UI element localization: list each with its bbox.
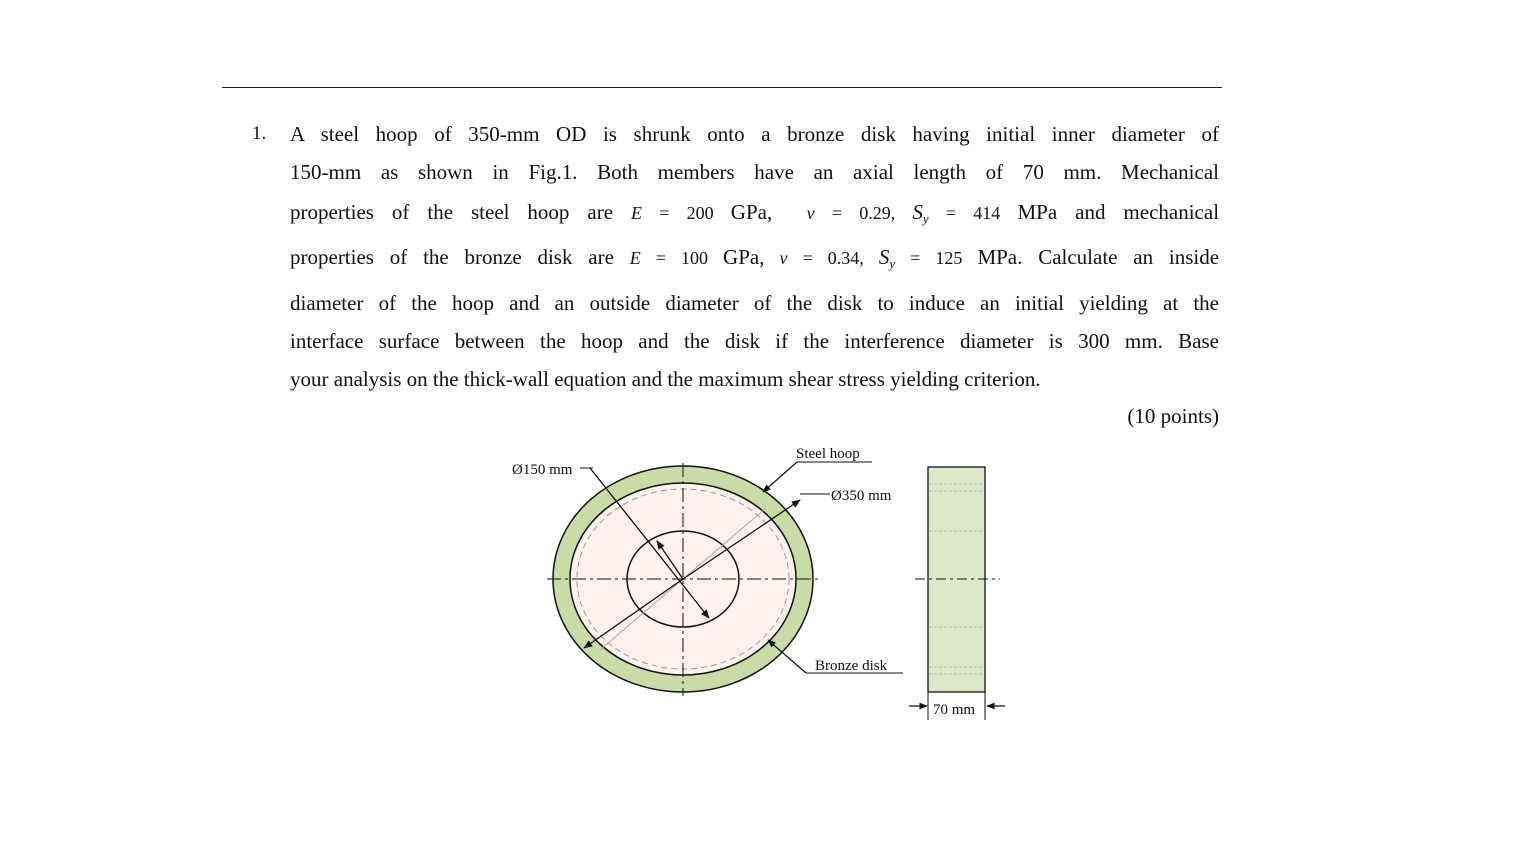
steel-hoop-label: Steel hoop	[796, 446, 860, 462]
bronze-sy-unit: MPa.	[977, 245, 1023, 269]
bronze-nu-value: = 0.34,	[787, 248, 864, 268]
bronze-e-symbol: E	[629, 248, 641, 268]
bronze-sy-value: = 125	[895, 248, 978, 268]
steel-sy-symbol: S	[912, 200, 923, 224]
outer-diameter-label: Ø350 mm	[831, 488, 892, 504]
problem-line-1: A steel hoop of 350-mm OD is shrunk onto a bronze disk having initial inner diameter of	[290, 122, 1219, 146]
steel-nu-symbol: ν	[806, 203, 815, 223]
problem-line-2: 150-mm as shown in Fig.1. Both members have an axial length of 70 mm. Mechanical	[290, 160, 1219, 184]
line-3-prefix: properties of the steel hoop are	[290, 200, 614, 224]
bronze-sy-subscript: y	[889, 256, 896, 271]
axial-length-label: 70 mm	[933, 702, 976, 718]
steel-sy-subscript: y	[922, 211, 929, 226]
steel-nu-value: = 0.29,	[814, 203, 896, 223]
line-3-suffix: and mechanical	[1075, 200, 1220, 224]
problem-number: 1.	[252, 123, 267, 144]
steel-hoop-leader	[763, 462, 797, 492]
steel-e-value: = 200	[642, 203, 731, 223]
problem-line-6: interface surface between the hoop and the disk if the interference diameter is 300 mm. Base	[290, 329, 1219, 353]
bronze-e-unit: GPa,	[723, 245, 765, 269]
line-4-prefix: properties of the bronze disk are	[290, 245, 614, 269]
bronze-nu-symbol: ν	[779, 248, 788, 268]
line-4-suffix: Calculate an inside	[1038, 245, 1220, 269]
bronze-sy-symbol: S	[878, 245, 890, 269]
points-label: (10 points)	[1127, 404, 1219, 428]
bronze-e-value: = 100	[640, 248, 724, 268]
steel-e-symbol: E	[631, 203, 642, 223]
steel-sy-value: = 414	[928, 203, 1018, 223]
steel-e-unit: GPa,	[730, 200, 773, 224]
inner-diameter-label: Ø150 mm	[512, 462, 573, 478]
bronze-disk-label: Bronze disk	[815, 658, 888, 674]
problem-line-7: your analysis on the thick-wall equation and the maximum shear stress yielding criterion.	[290, 367, 1041, 391]
steel-sy-unit: MPa	[1017, 200, 1058, 224]
problem-line-5: diameter of the hoop and an outside diameter of the disk to induce an initial yielding at the	[290, 291, 1219, 315]
